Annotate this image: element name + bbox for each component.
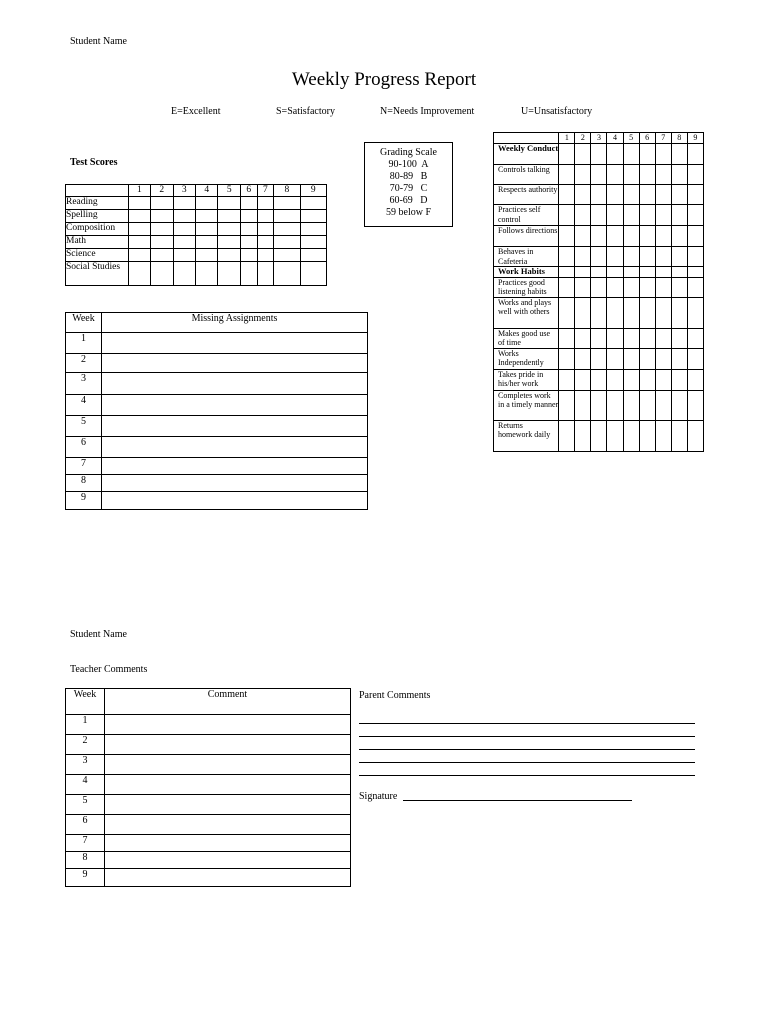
week-number: 2 — [66, 354, 102, 373]
subject-label: Reading — [66, 197, 129, 210]
missing-assignment-cell[interactable] — [102, 373, 368, 395]
conduct-row-label: Respects authority — [494, 185, 559, 205]
comment-cell[interactable] — [105, 835, 351, 852]
conduct-table — [493, 132, 704, 452]
missing-assignment-cell[interactable] — [102, 395, 368, 416]
week-number: 5 — [66, 416, 102, 437]
week-number: 3 — [173, 185, 195, 197]
signature-label: Signature — [359, 791, 398, 802]
week-number: 9 — [687, 133, 703, 144]
missing-assignment-cell[interactable] — [102, 354, 368, 373]
teacher-comments-table — [65, 688, 351, 887]
week-number: 8 — [274, 185, 300, 197]
week-number: 8 — [671, 133, 687, 144]
conduct-row-label: Follows directions — [494, 226, 559, 247]
conduct-row-label: Controls talking — [494, 165, 559, 185]
grade-a: 90-100 A — [388, 159, 429, 170]
comment-cell[interactable] — [105, 869, 351, 887]
conduct-row-label: Returns homework daily — [494, 420, 559, 451]
subject-label: Spelling — [66, 210, 129, 223]
comment-cell[interactable] — [105, 815, 351, 835]
week-number: 2 — [66, 735, 105, 755]
week-number: 9 — [300, 185, 326, 197]
legend-needs-improvement: N=Needs Improvement — [380, 106, 475, 117]
comment-line[interactable] — [359, 762, 695, 763]
week-number: 8 — [66, 475, 102, 492]
comment-cell[interactable] — [105, 715, 351, 735]
week-number: 4 — [66, 395, 102, 416]
legend-unsatisfactory: U=Unsatisfactory — [521, 106, 593, 117]
comment-line[interactable] — [359, 723, 695, 724]
student-name-label-bottom: Student Name — [70, 629, 127, 640]
week-number: 1 — [66, 333, 102, 354]
week-number: 5 — [218, 185, 240, 197]
week-number: 7 — [257, 185, 274, 197]
teacher-comments-label: Teacher Comments — [70, 664, 148, 675]
comment-line[interactable] — [359, 749, 695, 750]
conduct-row-label: Makes good use of time — [494, 328, 559, 348]
comment-line[interactable] — [359, 775, 695, 776]
subject-label: Social Studies — [66, 262, 129, 286]
page-title: Weekly Progress Report — [291, 69, 477, 90]
grading-scale-box — [364, 142, 453, 227]
missing-assignment-cell[interactable] — [102, 333, 368, 354]
week-number: 9 — [66, 869, 105, 887]
comment-cell[interactable] — [105, 852, 351, 869]
week-number: 3 — [66, 755, 105, 775]
week-number: 7 — [66, 835, 105, 852]
subject-label: Science — [66, 249, 129, 262]
parent-comments-label: Parent Comments — [359, 690, 431, 701]
missing-assignment-cell[interactable] — [102, 475, 368, 492]
week-header: Week — [66, 689, 105, 715]
week-number: 5 — [66, 795, 105, 815]
week-number: 4 — [607, 133, 623, 144]
grade-f: 59 below F — [386, 207, 431, 218]
missing-assignment-cell[interactable] — [102, 416, 368, 437]
conduct-row-label: Practices self control — [494, 205, 559, 226]
conduct-section-header: Weekly Conduct — [494, 144, 559, 165]
grade-c: 70-79 C — [389, 183, 428, 194]
subject-label: Math — [66, 236, 129, 249]
week-header: Week — [66, 313, 102, 333]
comment-header: Comment — [105, 689, 351, 715]
student-name-label: Student Name — [70, 36, 127, 47]
week-number: 7 — [655, 133, 671, 144]
week-number: 2 — [151, 185, 173, 197]
conduct-row-label: Works Independently — [494, 348, 559, 369]
subject-label: Composition — [66, 223, 129, 236]
conduct-row-label: Completes work in a timely manner — [494, 390, 559, 420]
week-number: 7 — [66, 458, 102, 475]
signature-line[interactable] — [403, 800, 632, 801]
grade-b: 80-89 B — [389, 171, 428, 182]
grade-d: 60-69 D — [389, 195, 428, 206]
week-number: 3 — [66, 373, 102, 395]
conduct-section-header: Work Habits — [494, 267, 559, 278]
conduct-row-label: Practices good listening habits — [494, 277, 559, 297]
week-number: 3 — [591, 133, 607, 144]
missing-assignment-cell[interactable] — [102, 437, 368, 458]
comment-cell[interactable] — [105, 755, 351, 775]
missing-assignments-table — [65, 312, 368, 510]
week-number: 8 — [66, 852, 105, 869]
comment-line[interactable] — [359, 736, 695, 737]
comment-cell[interactable] — [105, 795, 351, 815]
week-number: 1 — [66, 715, 105, 735]
missing-assignment-cell[interactable] — [102, 458, 368, 475]
week-number: 6 — [240, 185, 257, 197]
week-number: 4 — [66, 775, 105, 795]
missing-assignments-title: Missing Assignments — [102, 313, 368, 333]
grading-scale-title: Grading Scale — [380, 147, 437, 158]
test-scores-table — [65, 184, 327, 286]
conduct-row-label: Works and plays well with others — [494, 297, 559, 328]
missing-assignment-cell[interactable] — [102, 492, 368, 510]
conduct-row-label: Behaves in Cafeteria — [494, 247, 559, 267]
conduct-row-label: Takes pride in his/her work — [494, 369, 559, 390]
week-number: 9 — [66, 492, 102, 510]
parent-comments-lines[interactable] — [359, 723, 695, 776]
test-scores-title: Test Scores — [70, 157, 118, 168]
legend-satisfactory: S=Satisfactory — [276, 106, 335, 117]
week-number: 6 — [66, 437, 102, 458]
legend-excellent: E=Excellent — [171, 106, 221, 117]
week-number: 6 — [66, 815, 105, 835]
comment-cell[interactable] — [105, 735, 351, 755]
week-number: 5 — [623, 133, 639, 144]
week-number: 1 — [128, 185, 150, 197]
week-number: 6 — [639, 133, 655, 144]
week-number: 2 — [575, 133, 591, 144]
comment-cell[interactable] — [105, 775, 351, 795]
week-number: 1 — [559, 133, 575, 144]
week-number: 4 — [196, 185, 218, 197]
